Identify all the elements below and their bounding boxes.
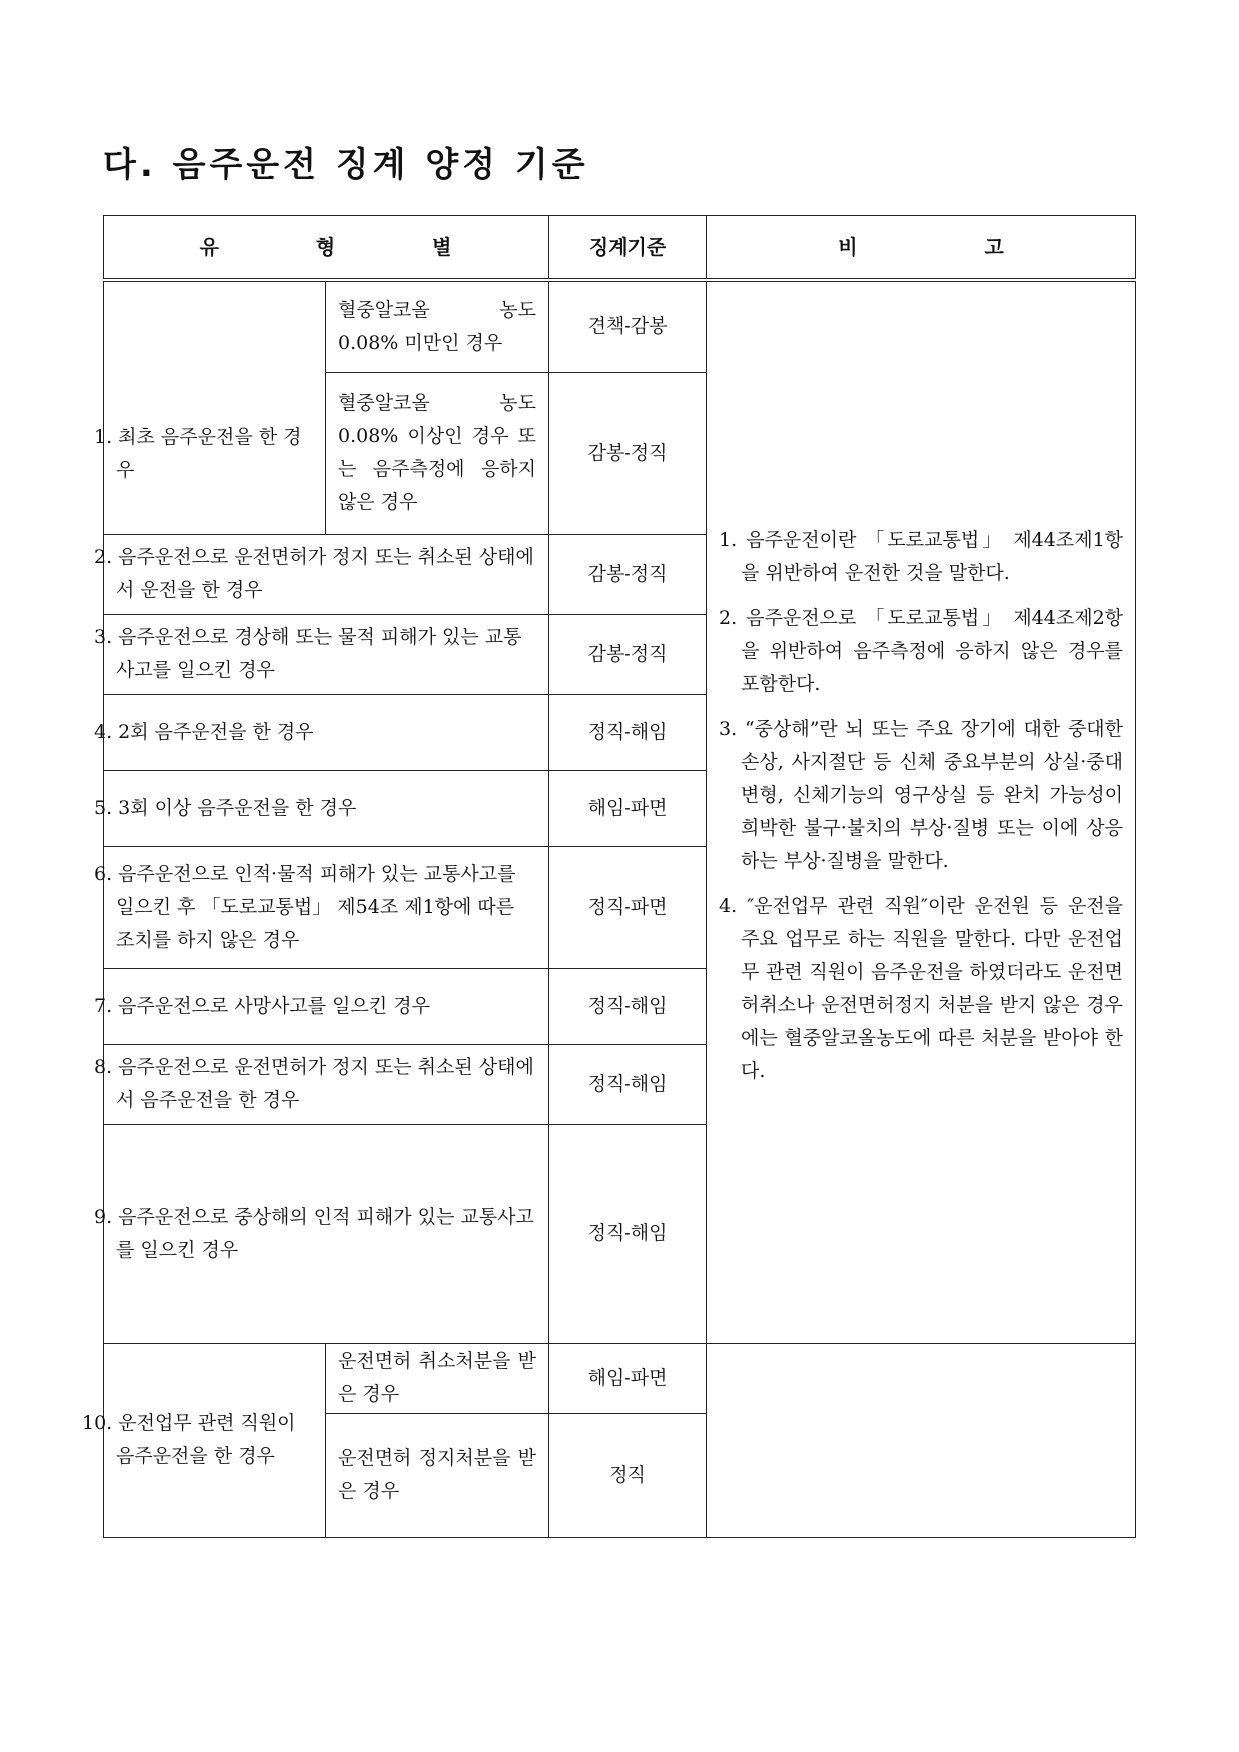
remarks-cell [707, 280, 1136, 1343]
note-item: 3. “중상해”란 뇌 또는 주요 장기에 대한 중대한 손상, 사지절단 등 신체 중요부분의 상실·중대변형, 신체기능의 영구상실 등 완치 가능성이 희박한 불구·불치의 부상·질병 또는 이에 상응하는 부상·질병을 말한다. [719, 718, 1124, 873]
row-sub-label: 혈중알코올 농도 0.08% 이상인 경우 또는 음주측정에 응하지 않은 경우 [326, 372, 549, 534]
row-standard: 정직-파면 [549, 846, 707, 968]
header-row [104, 216, 1136, 281]
row-standard: 정직-해임 [549, 694, 707, 770]
row-standard: 견책-감봉 [549, 280, 707, 372]
row-standard: 해임-파면 [549, 1343, 707, 1413]
row-standard: 정직-해임 [549, 1124, 707, 1343]
row-standard: 감봉-정직 [549, 614, 707, 694]
row-standard: 감봉-정직 [549, 372, 707, 534]
table-row [104, 1343, 1136, 1413]
row-standard: 감봉-정직 [549, 534, 707, 614]
discipline-table [82, 215, 1136, 1538]
row-label: 7. 음주운전으로 사망사고를 일으킨 경우 [104, 968, 549, 1044]
page-title: 다. 음주운전 징계 양정 기준 [103, 145, 589, 185]
row-standard: 정직-해임 [549, 1044, 707, 1124]
row-label: 9. 음주운전으로 중상해의 인적 피해가 있는 교통사고를 일으킨 경우 [104, 1124, 549, 1343]
row-label: 1. 최초 음주운전을 한 경우 [104, 280, 326, 534]
row-label: 5. 3회 이상 음주운전을 한 경우 [104, 770, 549, 846]
remarks-empty-cell [707, 1343, 1136, 1537]
note-item: 4. ″운전업무 관련 직원″이란 운전원 등 운전을 주요 업무로 하는 직원을 말한다. 다만 운전업무 관련 직원이 음주운전을 하였더라도 운전면허취소나 운전면허정지 처분을 받지 않은 경우에는 혈중알코올농도에 따른 처분을 받아야 한다. [719, 895, 1124, 1083]
row-standard: 정직-해임 [549, 968, 707, 1044]
row-label: 8. 음주운전으로 운전면허가 정지 또는 취소된 상태에서 음주운전을 한 경우 [104, 1044, 549, 1124]
header-standard: 징계기준 [549, 216, 707, 281]
row-label: 10. 운전업무 관련 직원이 음주운전을 한 경우 [104, 1343, 326, 1537]
row-sub-label: 운전면허 정지처분을 받은 경우 [326, 1413, 549, 1537]
row-standard: 해임-파면 [549, 770, 707, 846]
header-remarks: 비 고 [707, 216, 1136, 281]
row-label: 4. 2회 음주운전을 한 경우 [104, 694, 549, 770]
row-standard: 정직 [549, 1413, 707, 1537]
row-sub-label: 운전면허 취소처분을 받은 경우 [326, 1343, 549, 1413]
table-row [104, 280, 1136, 372]
note-item: 2. 음주운전으로 「도로교통법」 제44조제2항을 위반하여 음주측정에 응하지 않은 경우를 포함한다. [719, 607, 1124, 696]
row-sub-label: 혈중알코올 농도 0.08% 미만인 경우 [326, 280, 549, 372]
row-label: 2. 음주운전으로 운전면허가 정지 또는 취소된 상태에서 운전을 한 경우 [104, 534, 549, 614]
row-label: 3. 음주운전으로 경상해 또는 물적 피해가 있는 교통사고를 일으킨 경우 [104, 614, 549, 694]
row-label: 6. 음주운전으로 인적·물적 피해가 있는 교통사고를 일으킨 후 「도로교통법」 제54조 제1항에 따른 조치를 하지 않은 경우 [104, 846, 549, 968]
note-item: 1. 음주운전이란 「도로교통법」 제44조제1항을 위반하여 운전한 것을 말한다. [719, 529, 1124, 585]
header-type: 유 형 별 [104, 216, 549, 281]
